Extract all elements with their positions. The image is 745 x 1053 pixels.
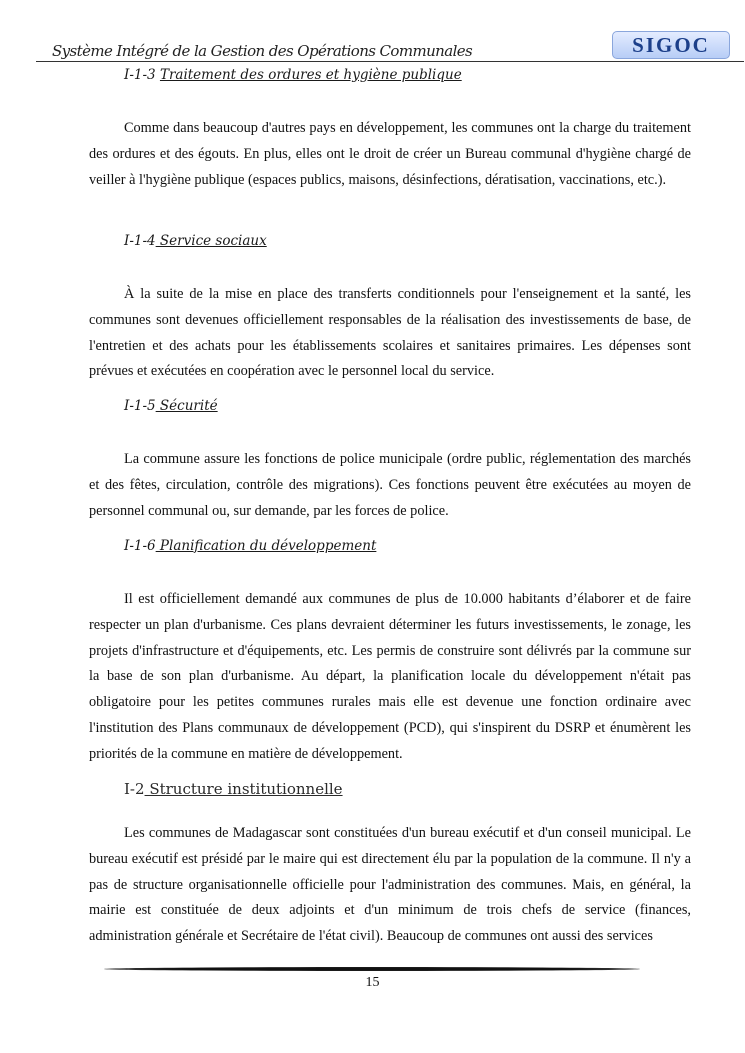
section-title: Planification du développement bbox=[155, 538, 377, 554]
section-title: Structure institutionnelle bbox=[144, 780, 343, 798]
section-heading-1-1-6 bbox=[124, 538, 376, 554]
paragraph-planification: Il est officiellement demandé aux communes de plus de 10.000 habitants d’élaborer et de faire respecter un plan d'urbanisme. Ces plans devraient déterminer les futurs investissements, le zonage, les projets d'infrastructure et d'équipements, etc. Les permis de construire sont délivrés par la commune sur la base de son plan d'urbanisme. Au départ, la planification locale du développement n'était pas obligatoire pour les petites communes rurales mais elle est devenue une fonction ordinaire avec l'institution des Plans communaux de développement (PCD), qui s'inspirent du DSRP et énumèrent les priorités de la commune en matière de développement. bbox=[89, 591, 691, 762]
section-heading-1-1-4 bbox=[124, 233, 267, 249]
section-heading-1-2 bbox=[124, 780, 343, 798]
paragraph-securite: La commune assure les fonctions de police municipale (ordre public, réglementation des marchés et des fêtes, circulation, contrôle des migrations). Ces fonctions peuvent être exécutées au moyen de personnel communal ou, sur demande, par les forces de police. bbox=[89, 451, 691, 519]
section-number: I-1-3 bbox=[124, 67, 160, 83]
paragraph-structure: Les communes de Madagascar sont constituées d'un bureau exécutif et d'un conseil municipal. Le bureau exécutif est présidé par le maire qui est directement élu par la population de la commune. Il n'y a pas de structure organisationnelle officielle pour l'administration des communes. Mais, en général, la mairie est constituée de deux adjoints et d'un minimum de trois chefs de service (finances, administration générale et Secrétaire de l'état civil). Beaucoup de communes ont aussi des services bbox=[89, 825, 691, 945]
paragraph-ordures: Comme dans beaucoup d'autres pays en développement, les communes ont la charge du traitement des ordures et des égouts. En plus, elles ont le droit de créer un Bureau communal d'hygiène chargé de veiller à l'hygiène publique (espaces publics, maisons, désinfections, dératisation, vaccinations, etc.). bbox=[89, 120, 691, 188]
logo-text: SIGOC bbox=[632, 32, 710, 57]
section-title: Sécurité bbox=[155, 398, 218, 414]
section-number: I-1-5 bbox=[124, 398, 156, 414]
header-rule bbox=[36, 61, 744, 62]
section-number: I-1-4 bbox=[124, 233, 156, 249]
section-number: I-2 bbox=[124, 780, 145, 798]
section-title: Traitement des ordures et hygiène publique bbox=[159, 67, 462, 83]
footer-rule bbox=[104, 967, 640, 971]
sigoc-logo bbox=[612, 31, 730, 59]
section-heading-1-1-5 bbox=[124, 398, 218, 414]
paragraph-services-sociaux: À la suite de la mise en place des transferts conditionnels pour l'enseignement et la santé, les communes sont devenues officiellement responsables de la réalisation des investissements de base, de l'entretien et des achats pour les établissements scolaires et sanitaires primaires. Les dépenses sont prévues et exécutées en coopération avec le personnel local du service. bbox=[89, 286, 691, 380]
page-number: 15 bbox=[365, 975, 380, 990]
section-title: Service sociaux bbox=[155, 233, 267, 249]
running-header-title: Système Intégré de la Gestion des Opérations Communales bbox=[52, 42, 473, 60]
section-number: I-1-6 bbox=[124, 538, 156, 554]
section-heading-1-1-3 bbox=[124, 67, 462, 83]
